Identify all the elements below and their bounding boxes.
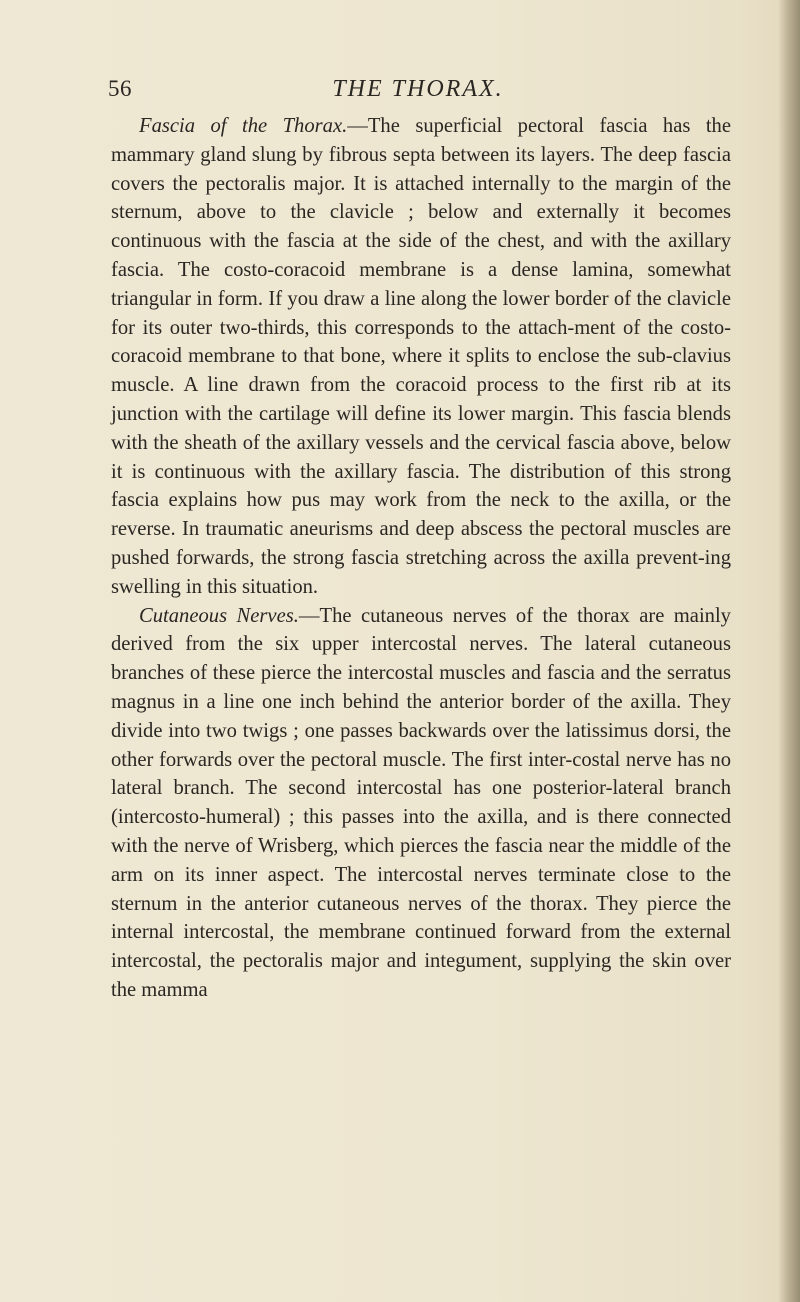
page-header	[108, 70, 728, 110]
paragraph-text: —The superficial pectoral fascia has the mammary gland slung by fibrous septa between its layers. The deep fascia covers the pectoralis major. It is attached internally to the margin of the sternum, above to the clavicle ; below and externally it becomes continuous with the fascia at the side of the chest, and with the axillary fascia. The costo-coracoid membrane is a dense lamina, somewhat triangular in form. If you draw a line along the lower border of the clavicle for its outer two-thirds, this corresponds to the attach-ment of the costo-coracoid membrane to that bone, where it splits to enclose the sub-clavius muscle. A line drawn from the coracoid process to the first rib at its junction with the cartilage will define its lower margin. This fascia blends with the sheath of the axillary vessels and the cervical fascia above, below it is continuous with the axillary fascia. The distribution of this strong fascia explains how pus may work from the neck to the axilla, or the reverse. In traumatic aneurisms and deep abscess the pectoral muscles are pushed forwards, the strong fascia stretching across the axilla prevent-ing swelling in this situation.	[111, 115, 731, 598]
page-edge-shadow	[778, 0, 800, 1302]
paragraph-fascia-of-thorax	[111, 112, 731, 602]
paragraph-cutaneous-nerves	[111, 602, 731, 1005]
body-text	[111, 112, 731, 1005]
running-head: THE THORAX.	[332, 76, 504, 102]
page-number: 56	[108, 76, 132, 101]
paragraph-text: —The cutaneous nerves of the thorax are mainly derived from the six upper intercostal nerves. The lateral cutaneous branches of these pierce the intercostal muscles and fascia and the serratus magnus in a line one inch behind the anterior border of the axilla. They divide into two twigs ; one passes backwards over the latissimus dorsi, the other forwards over the pectoral muscle. The first inter-costal nerve has no lateral branch. The second intercostal has one posterior-lateral branch (intercosto-humeral) ; this passes into the axilla, and is there connected with the nerve of Wrisberg, which pierces the fascia near the middle of the arm on its inner aspect. The intercostal nerves terminate close to the sternum in the anterior cutaneous nerves of the thorax. They pierce the internal intercostal, the membrane continued forward from the external intercostal, the pectoralis major and integument, supplying the skin over the mamma	[111, 604, 731, 1001]
paragraph-title: Fascia of the Thorax.	[139, 115, 348, 137]
paragraph-title: Cutaneous Nerves.	[139, 604, 299, 627]
